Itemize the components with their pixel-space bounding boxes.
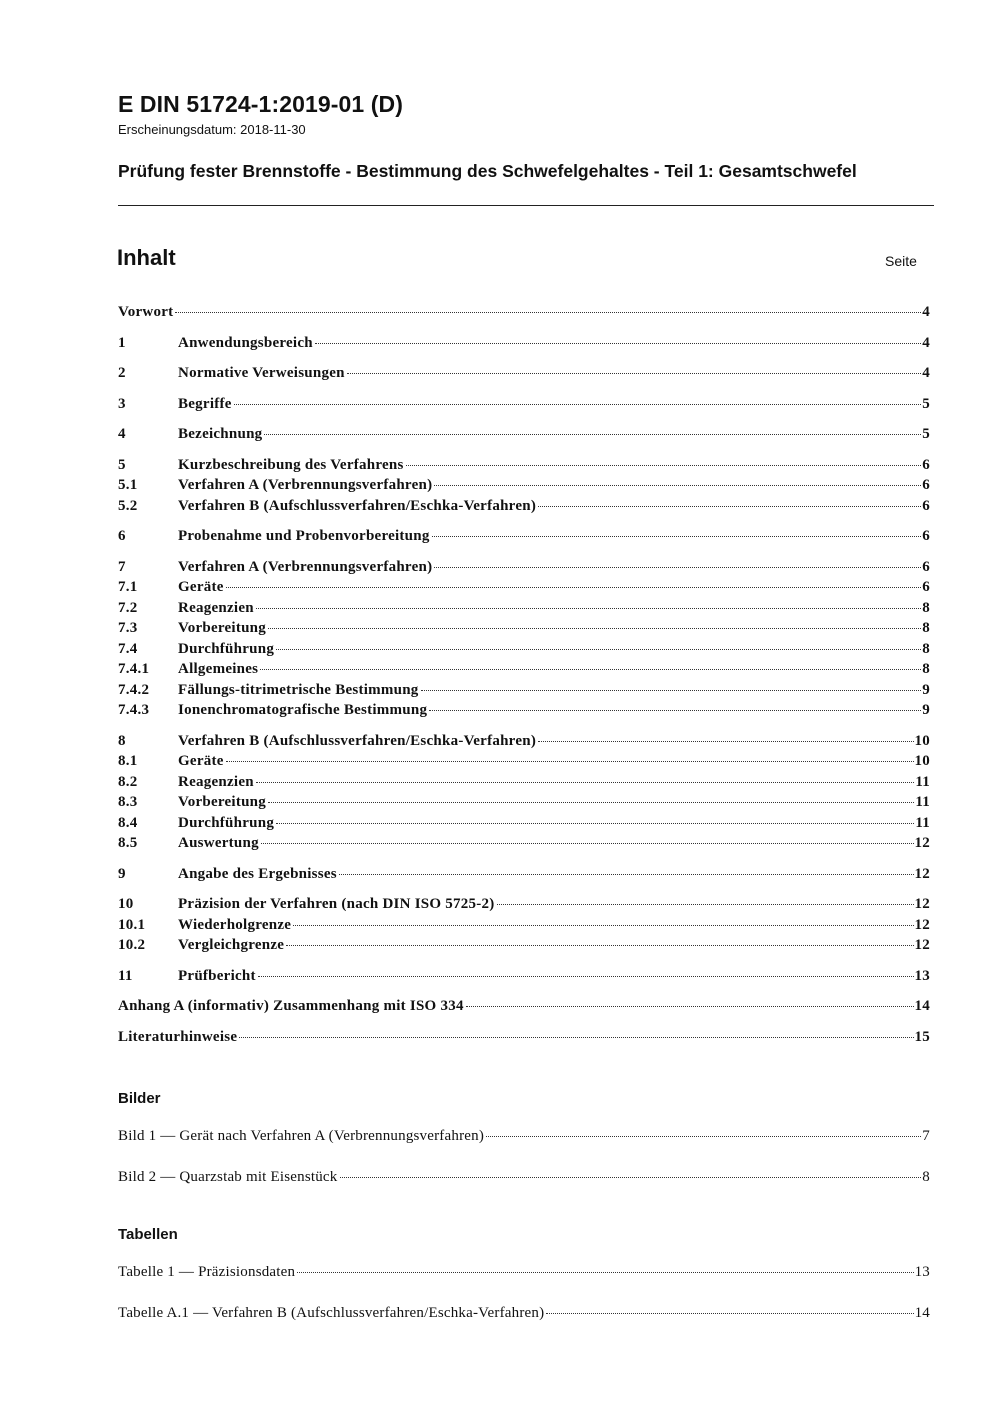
toc-entry[interactable] <box>118 966 930 987</box>
toc-entry-number: 5.2 <box>118 497 138 514</box>
toc-entry[interactable] <box>118 792 930 813</box>
toc-page-column-label: Seite <box>885 253 917 269</box>
toc-entry[interactable] <box>118 894 930 915</box>
toc-entry[interactable] <box>118 618 930 639</box>
dot-leader <box>538 741 913 742</box>
toc-entry[interactable] <box>118 333 930 354</box>
toc-entry-number: 8.2 <box>118 773 138 790</box>
toc-entry-number: 8.4 <box>118 814 138 831</box>
toc-entry-number: 7.4.1 <box>118 661 150 677</box>
toc-entry[interactable] <box>118 751 930 772</box>
toc-entry-page: 5 <box>922 395 930 412</box>
toc-entry[interactable] <box>118 557 930 578</box>
toc-entry-page: 6 <box>922 497 930 514</box>
toc-entry-title: Anhang A (informativ) Zusammenhang mit ISO 334 <box>118 998 464 1014</box>
toc-entry-page: 4 <box>922 304 930 320</box>
toc-entry[interactable] <box>118 577 930 598</box>
toc-entry-title: Allgemeines <box>178 661 259 677</box>
toc-entry-number: 7 <box>118 558 126 575</box>
toc-entry-number: 7.4 <box>118 640 138 657</box>
toc-entry[interactable] <box>118 639 930 660</box>
dot-leader <box>276 823 914 824</box>
dot-leader <box>268 628 921 629</box>
toc-entry-title: Literaturhinweise <box>118 1028 238 1045</box>
toc-entry-title: Verfahren A (Verbrennungsverfahren) <box>178 558 433 575</box>
toc-entry-number: 7.2 <box>118 599 138 616</box>
toc-entry-number: 6 <box>118 528 126 544</box>
toc-entry[interactable] <box>118 496 930 517</box>
toc-entry[interactable] <box>118 1027 930 1048</box>
toc-entry-page: 15 <box>914 1028 930 1045</box>
toc-entry-number: 8.5 <box>118 835 138 851</box>
figure-entry-title: Bild 2 — Quarzstab mit Eisenstück <box>118 1168 338 1185</box>
figures-heading: Bilder <box>118 1090 161 1107</box>
toc-entry-title: Vorwort <box>118 304 174 320</box>
dot-leader <box>258 976 914 977</box>
dot-leader <box>315 343 921 344</box>
publication-date: Erscheinungsdatum: 2018-11-30 <box>118 122 306 137</box>
dot-leader <box>497 904 914 905</box>
toc-entry[interactable] <box>118 302 930 323</box>
toc-entry-title: Normative Verweisungen <box>178 365 345 381</box>
toc-entry-page: 12 <box>914 916 930 933</box>
toc-entry-page: 10 <box>914 732 930 749</box>
toc-entry-title: Angabe des Ergebnisses <box>178 865 337 882</box>
toc-entry-page: 5 <box>922 426 930 442</box>
dot-leader <box>175 312 921 313</box>
dot-leader <box>546 1313 913 1314</box>
toc-entry-page: 9 <box>922 681 930 698</box>
table-entry[interactable] <box>118 1305 930 1325</box>
toc-entry-title: Reagenzien <box>178 773 254 790</box>
title-divider <box>118 205 934 206</box>
toc-entry-title: Geräte <box>178 579 224 595</box>
toc-entry-page: 11 <box>915 794 930 810</box>
toc-entry-number: 10.2 <box>118 937 146 953</box>
toc-entry-number: 7.4.3 <box>118 702 150 718</box>
dot-leader <box>466 1006 914 1007</box>
toc-entry-title: Durchführung <box>178 640 275 657</box>
dot-leader <box>434 485 921 486</box>
toc-entry-number: 11 <box>118 967 133 984</box>
toc-entry-number: 5 <box>118 456 126 473</box>
figure-entry[interactable] <box>118 1128 930 1148</box>
toc-entry[interactable] <box>118 996 930 1017</box>
toc-entry-page: 11 <box>915 773 930 790</box>
toc-entry-page: 8 <box>922 640 930 657</box>
toc-entry-number: 7.3 <box>118 620 138 636</box>
figures-list <box>118 1128 930 1189</box>
dot-leader <box>429 710 921 711</box>
toc-entry-page: 6 <box>922 477 930 493</box>
toc-entry-page: 8 <box>922 620 930 636</box>
dot-leader <box>226 761 914 762</box>
toc-entry[interactable] <box>118 363 930 384</box>
dot-leader <box>286 945 913 946</box>
toc-entry-page: 13 <box>914 967 930 984</box>
dot-leader <box>406 465 922 466</box>
toc-entry[interactable] <box>118 813 930 834</box>
figure-entry[interactable] <box>118 1169 930 1189</box>
toc-entry[interactable] <box>118 935 930 956</box>
toc-entry[interactable] <box>118 424 930 445</box>
toc-entry[interactable] <box>118 659 930 680</box>
toc-entry-title: Vergleichgrenze <box>178 937 285 953</box>
tables-heading: Tabellen <box>118 1226 178 1243</box>
toc-entry-title: Vorbereitung <box>178 620 267 636</box>
dot-leader <box>421 690 922 691</box>
dot-leader <box>340 1177 922 1178</box>
toc-entry-title: Verfahren B (Aufschlussverfahren/Eschka-Verfahren) <box>178 732 537 749</box>
toc-entry-title: Geräte <box>178 753 224 769</box>
toc-entry[interactable] <box>118 526 930 547</box>
toc-entry[interactable] <box>118 598 930 619</box>
dot-leader <box>434 567 921 568</box>
dot-leader <box>276 649 921 650</box>
toc-entry-title: Prüfbericht <box>178 967 256 984</box>
toc-entry-title: Anwendungsbereich <box>178 334 313 351</box>
table-entry-title: Tabelle A.1 — Verfahren B (Aufschlussverfahren/Eschka-Verfahren) <box>118 1304 545 1321</box>
dot-leader <box>260 669 921 670</box>
figure-entry-page: 7 <box>922 1128 930 1144</box>
toc-entry-number: 7.1 <box>118 579 138 595</box>
toc-entry-page: 12 <box>914 835 930 851</box>
figure-entry-page: 8 <box>922 1168 930 1185</box>
toc-entry-title: Begriffe <box>178 395 232 412</box>
dot-leader <box>486 1136 921 1137</box>
toc-entry-number: 8 <box>118 732 126 749</box>
tables-list <box>118 1264 930 1325</box>
dot-leader <box>538 506 921 507</box>
toc-entry-page: 8 <box>922 661 930 677</box>
document-id: E DIN 51724-1:2019-01 (D) <box>118 91 404 117</box>
toc-entry[interactable] <box>118 731 930 752</box>
dot-leader <box>256 608 921 609</box>
dot-leader <box>268 802 914 803</box>
toc-heading: Inhalt <box>117 245 176 270</box>
toc-entry[interactable] <box>118 772 930 793</box>
toc-entry-page: 11 <box>915 814 930 831</box>
toc-entry-page: 12 <box>914 865 930 882</box>
toc-entry-number: 3 <box>118 395 126 412</box>
table-entry-page: 13 <box>914 1264 930 1280</box>
toc-entry[interactable] <box>118 394 930 415</box>
toc-entry-page: 4 <box>922 365 930 381</box>
toc-entry[interactable] <box>118 680 930 701</box>
toc-entry-page: 10 <box>914 753 930 769</box>
dot-leader <box>264 434 921 435</box>
toc-entry[interactable] <box>118 864 930 885</box>
table-entry[interactable] <box>118 1264 930 1284</box>
dot-leader <box>347 373 922 374</box>
toc-entry-page: 9 <box>922 702 930 718</box>
toc-entry-title: Reagenzien <box>178 599 254 616</box>
table-of-contents <box>118 302 930 1047</box>
toc-entry-page: 6 <box>922 528 930 544</box>
toc-entry-number: 9 <box>118 865 126 882</box>
dot-leader <box>239 1037 913 1038</box>
toc-entry-title: Durchführung <box>178 814 275 831</box>
toc-entry[interactable] <box>118 700 930 721</box>
toc-entry[interactable] <box>118 833 930 854</box>
toc-entry-page: 6 <box>922 456 930 473</box>
toc-entry-page: 14 <box>914 998 930 1014</box>
dot-leader <box>234 404 922 405</box>
toc-entry-page: 12 <box>914 896 930 912</box>
toc-entry-title: Präzision der Verfahren (nach DIN ISO 5725-2) <box>178 896 495 912</box>
table-entry-title: Tabelle 1 — Präzisionsdaten <box>118 1264 296 1280</box>
toc-entry-number: 4 <box>118 426 126 442</box>
dot-leader <box>256 782 914 783</box>
toc-entry-number: 7.4.2 <box>118 681 150 698</box>
toc-entry[interactable] <box>118 475 930 496</box>
dot-leader <box>297 1272 913 1273</box>
document-title: Prüfung fester Brennstoffe - Bestimmung des Schwefelgehaltes - Teil 1: Gesamtschwefel <box>118 161 857 181</box>
toc-entry-number: 10 <box>118 896 134 912</box>
toc-entry[interactable] <box>118 915 930 936</box>
toc-entry-title: Auswertung <box>178 835 259 851</box>
toc-entry-page: 6 <box>922 558 930 575</box>
toc-entry-number: 1 <box>118 334 126 351</box>
dot-leader <box>226 587 922 588</box>
table-entry-page: 14 <box>914 1304 930 1321</box>
toc-entry-page: 4 <box>922 334 930 351</box>
toc-entry-title: Verfahren A (Verbrennungsverfahren) <box>178 477 433 493</box>
toc-entry-title: Probenahme und Probenvorbereitung <box>178 528 430 544</box>
toc-entry-title: Ionenchromatografische Bestimmung <box>178 702 428 718</box>
toc-entry[interactable] <box>118 455 930 476</box>
toc-entry-title: Fällungs-titrimetrische Bestimmung <box>178 681 419 698</box>
dot-leader <box>293 925 913 926</box>
toc-entry-page: 12 <box>914 937 930 953</box>
figure-entry-title: Bild 1 — Gerät nach Verfahren A (Verbrennungsverfahren) <box>118 1128 485 1144</box>
dot-leader <box>432 536 922 537</box>
toc-entry-title: Bezeichnung <box>178 426 263 442</box>
toc-entry-page: 8 <box>922 599 930 616</box>
toc-entry-title: Wiederholgrenze <box>178 916 292 933</box>
dot-leader <box>339 874 914 875</box>
toc-entry-title: Verfahren B (Aufschlussverfahren/Eschka-Verfahren) <box>178 497 537 514</box>
toc-entry-number: 10.1 <box>118 916 146 933</box>
toc-entry-number: 8.1 <box>118 753 138 769</box>
toc-entry-number: 8.3 <box>118 794 138 810</box>
toc-entry-number: 5.1 <box>118 477 138 493</box>
toc-entry-title: Kurzbeschreibung des Verfahrens <box>178 456 404 473</box>
toc-entry-number: 2 <box>118 365 126 381</box>
dot-leader <box>261 843 914 844</box>
toc-entry-title: Vorbereitung <box>178 794 267 810</box>
toc-entry-page: 6 <box>922 579 930 595</box>
